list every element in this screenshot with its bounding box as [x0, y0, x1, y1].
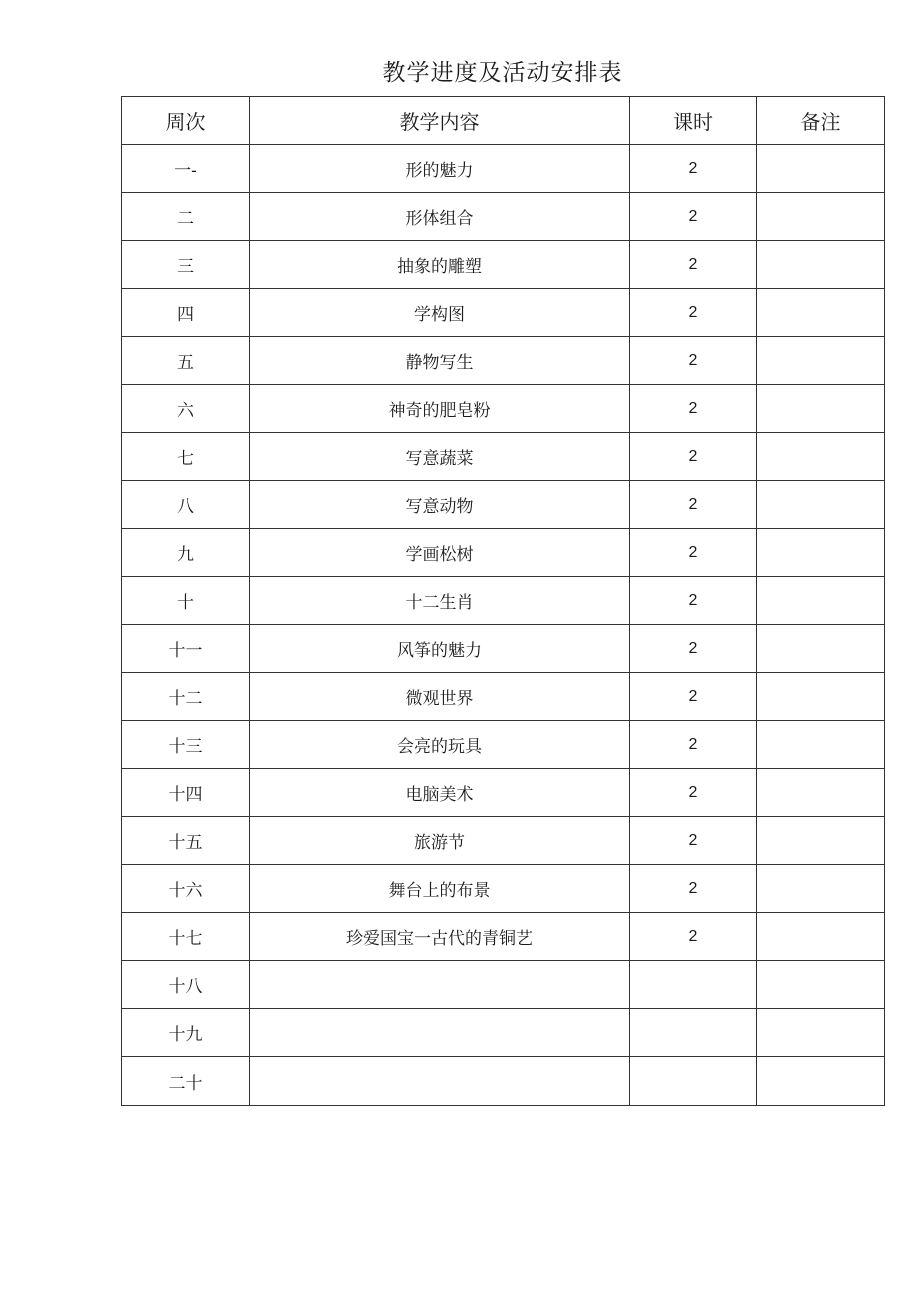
cell-hours: 2	[630, 865, 757, 913]
cell-content	[250, 1057, 630, 1106]
table-row	[122, 625, 885, 673]
table-row	[122, 241, 885, 289]
cell-content: 旅游节	[250, 817, 630, 865]
cell-hours: 2	[630, 817, 757, 865]
table-header-row	[122, 97, 885, 145]
cell-hours	[630, 1009, 757, 1057]
table-row	[122, 865, 885, 913]
cell-week: 十	[122, 577, 250, 625]
table-row	[122, 337, 885, 385]
table-row	[122, 817, 885, 865]
cell-week: 十二	[122, 673, 250, 721]
table-row	[122, 193, 885, 241]
cell-content: 会亮的玩具	[250, 721, 630, 769]
cell-notes	[757, 769, 885, 817]
cell-hours: 2	[630, 769, 757, 817]
cell-hours: 2	[630, 337, 757, 385]
cell-notes	[757, 721, 885, 769]
cell-notes	[757, 865, 885, 913]
document-title: 教学进度及活动安排表	[382, 60, 623, 86]
cell-content: 静物写生	[250, 337, 630, 385]
cell-week: 四	[122, 289, 250, 337]
cell-week: 一-	[122, 145, 250, 193]
cell-hours	[630, 1057, 757, 1106]
cell-notes	[757, 289, 885, 337]
cell-notes	[757, 961, 885, 1009]
cell-week: 五	[122, 337, 250, 385]
cell-notes	[757, 577, 885, 625]
cell-notes	[757, 673, 885, 721]
cell-hours: 2	[630, 289, 757, 337]
cell-content: 风筝的魅力	[250, 625, 630, 673]
table-row	[122, 385, 885, 433]
cell-notes	[757, 385, 885, 433]
cell-content: 写意蔬菜	[250, 433, 630, 481]
cell-notes	[757, 433, 885, 481]
schedule-table	[121, 96, 885, 1106]
table-row	[122, 769, 885, 817]
table-row	[122, 721, 885, 769]
cell-notes	[757, 817, 885, 865]
cell-notes	[757, 625, 885, 673]
cell-content: 十二生肖	[250, 577, 630, 625]
cell-content: 珍爱国宝一古代的青铜艺	[250, 913, 630, 961]
cell-content: 微观世界	[250, 673, 630, 721]
cell-content	[250, 961, 630, 1009]
cell-week: 七	[122, 433, 250, 481]
cell-week: 十八	[122, 961, 250, 1009]
cell-notes	[757, 529, 885, 577]
table-row	[122, 1057, 885, 1106]
cell-hours: 2	[630, 673, 757, 721]
cell-content: 形的魅力	[250, 145, 630, 193]
cell-notes	[757, 913, 885, 961]
cell-week: 十一	[122, 625, 250, 673]
cell-hours: 2	[630, 721, 757, 769]
cell-week: 九	[122, 529, 250, 577]
cell-hours: 2	[630, 481, 757, 529]
header-hours: 课时	[630, 97, 757, 145]
cell-week: 十七	[122, 913, 250, 961]
cell-week: 二	[122, 193, 250, 241]
cell-content	[250, 1009, 630, 1057]
cell-notes	[757, 337, 885, 385]
cell-notes	[757, 193, 885, 241]
header-week: 周次	[122, 97, 250, 145]
cell-notes	[757, 241, 885, 289]
cell-week: 十九	[122, 1009, 250, 1057]
table-row	[122, 433, 885, 481]
table-row	[122, 577, 885, 625]
cell-hours	[630, 961, 757, 1009]
cell-content: 电脑美术	[250, 769, 630, 817]
cell-week: 三	[122, 241, 250, 289]
table-row	[122, 673, 885, 721]
table-row	[122, 145, 885, 193]
cell-notes	[757, 1009, 885, 1057]
cell-week: 八	[122, 481, 250, 529]
cell-week: 十六	[122, 865, 250, 913]
cell-hours: 2	[630, 385, 757, 433]
cell-hours: 2	[630, 241, 757, 289]
cell-content: 学画松树	[250, 529, 630, 577]
table-row	[122, 529, 885, 577]
cell-hours: 2	[630, 433, 757, 481]
cell-content: 写意动物	[250, 481, 630, 529]
header-notes: 备注	[757, 97, 885, 145]
cell-notes	[757, 481, 885, 529]
cell-hours: 2	[630, 577, 757, 625]
cell-week: 六	[122, 385, 250, 433]
cell-content: 形体组合	[250, 193, 630, 241]
table-row	[122, 1009, 885, 1057]
cell-hours: 2	[630, 625, 757, 673]
cell-notes	[757, 1057, 885, 1106]
table-row	[122, 961, 885, 1009]
cell-hours: 2	[630, 913, 757, 961]
table-row	[122, 913, 885, 961]
cell-week: 十三	[122, 721, 250, 769]
cell-hours: 2	[630, 529, 757, 577]
cell-content: 抽象的雕塑	[250, 241, 630, 289]
cell-notes	[757, 145, 885, 193]
header-content: 教学内容	[250, 97, 630, 145]
cell-hours: 2	[630, 193, 757, 241]
cell-week: 十四	[122, 769, 250, 817]
cell-content: 学构图	[250, 289, 630, 337]
cell-content: 舞台上的布景	[250, 865, 630, 913]
cell-week: 十五	[122, 817, 250, 865]
table-row	[122, 481, 885, 529]
table-row	[122, 289, 885, 337]
cell-week: 二十	[122, 1057, 250, 1106]
cell-hours: 2	[630, 145, 757, 193]
cell-content: 神奇的肥皂粉	[250, 385, 630, 433]
